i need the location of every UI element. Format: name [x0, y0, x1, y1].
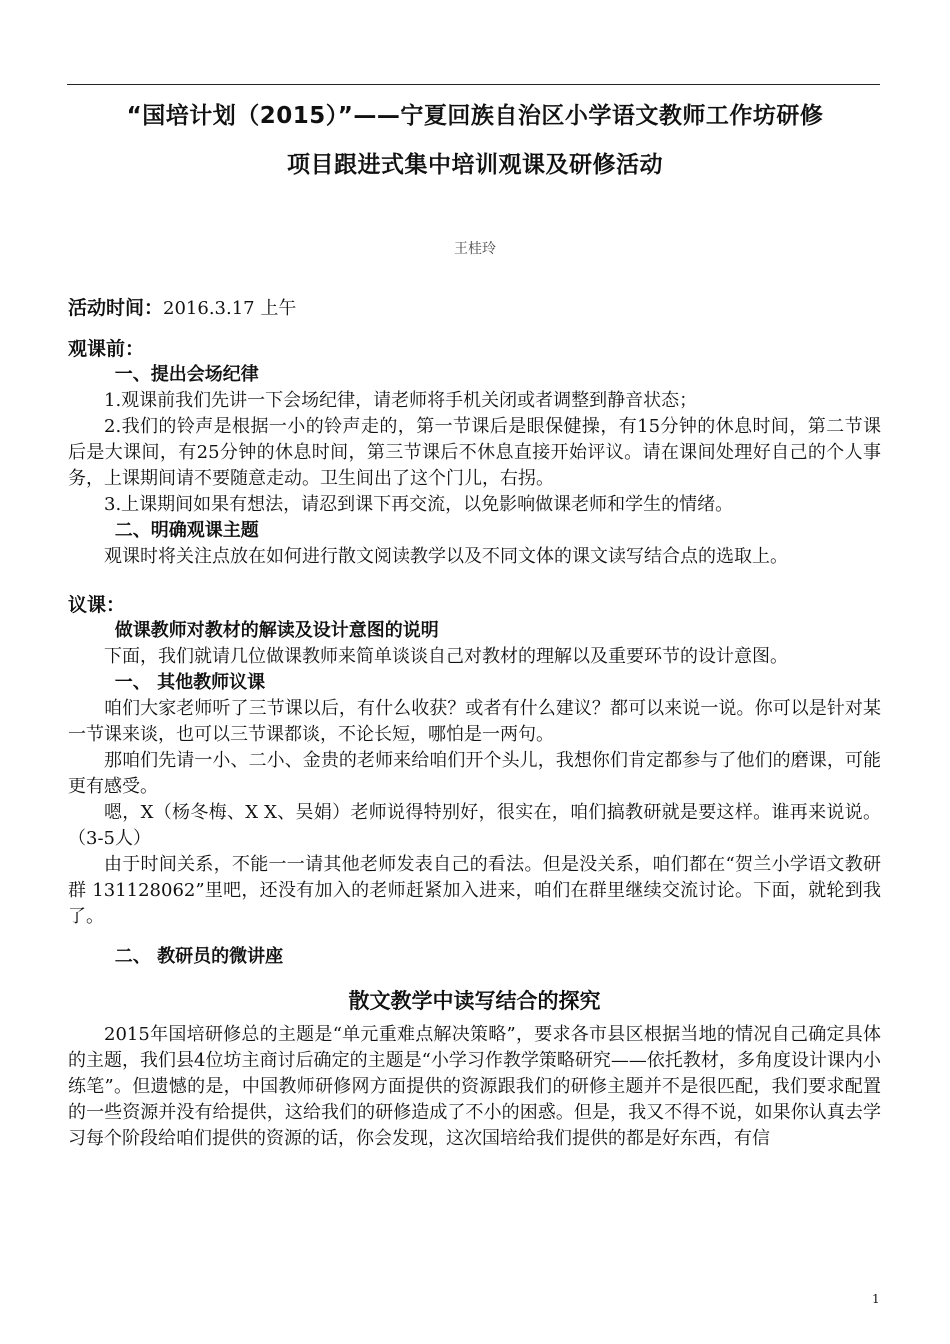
discuss-paragraph-4: 嗯，X（杨冬梅、X X、吴娟）老师说得特别好，很实在，咱们搞教研就是要这样。谁再来说说。（3-5人）: [68, 802, 881, 849]
page-number: 1: [872, 1292, 880, 1306]
observe-paragraph-3: 3.上课期间如果有想法，请忍到课下再交流，以免影响做课老师和学生的情绪。: [104, 494, 734, 515]
discuss-subheading-2: 二、 教研员的微讲座: [114, 946, 284, 967]
discuss-paragraph-3: 那咱们先请一小、二小、金贵的老师来给咱们开个头儿，我想你们肯定都参与了他们的磨课，可能更有感受。: [68, 750, 881, 797]
observe-paragraph-1: 1.观课前我们先讲一下会场纪律，请老师将手机关闭或者调整到静音状态；: [104, 390, 698, 411]
author-name: 王桂玲: [454, 241, 496, 257]
document-title-line2: 项目跟进式集中培训观课及研修活动: [287, 152, 663, 178]
header-rule: [67, 84, 880, 85]
activity-time-value: 2016.3.17 上午: [163, 298, 297, 319]
section-heading-observe: 观课前：: [68, 338, 145, 360]
discuss-subheading-1: 一、 其他教师议课: [114, 672, 266, 693]
document-body: [68, 295, 881, 1152]
discuss-paragraph-5: 由于时间关系，不能一一请其他老师发表自己的看法。但是没关系，咱们都在“贺兰小学语文教研群 131128062”里吧，还没有加入的老师赶紧加入进来，咱们在群里继续交流讨论。下面，就轮到我了。: [68, 854, 881, 927]
observe-paragraph-4: 观课时将关注点放在如何进行散文阅读教学以及不同文体的课文读写结合点的选取上。: [104, 546, 788, 567]
observe-subheading-1: 一、提出会场纪律: [114, 364, 259, 385]
observe-paragraph-2: 2.我们的铃声是根据一小的铃声走的，第一节课后是眼保健操，有15分钟的休息时间，第二节课后是大课间，有25分钟的休息时间，第三节课后不休息直接开始评议。请在课间处理好自己的个人事务，上课期间请不要随意走动。卫生间出了这个门儿，右拐。: [68, 416, 881, 489]
activity-time-line: [68, 295, 881, 322]
lecture-title: 散文教学中读写结合的探究: [348, 989, 601, 1013]
discuss-paragraph-2: 咱们大家老师听了三节课以后，有什么收获？或者有什么建议？都可以来说一说。你可以是针对某一节课来谈，也可以三节课都谈，不论长短，哪怕是一两句。: [68, 698, 881, 745]
section-heading-discuss: 议课：: [68, 594, 126, 616]
observe-subheading-2: 二、明确观课主题: [114, 520, 259, 541]
lecture-paragraph-1: 2015年国培研修总的主题是“单元重难点解决策略”，要求各市县区根据当地的情况自己确定具体的主题，我们县4位坊主商讨后确定的主题是“小学习作教学策略研究——依托教材，多角度设计课内小练笔”。但遗憾的是，中国教师研修网方面提供的资源跟我们的研修主题并不是很匹配，我们要求配置的一些资源并没有给提供，这给我们的研修造成了不小的困惑。但是，我又不得不说，如果你认真去学习每个阶段给咱们提供的资源的话，你会发现，这次国培给我们提供的都是好东西，有信: [68, 1024, 881, 1149]
activity-time-label: 活动时间：: [68, 297, 164, 319]
discuss-subheading-0: 做课教师对教材的解读及设计意图的说明: [114, 620, 439, 641]
discuss-paragraph-1: 下面，我们就请几位做课教师来简单谈谈自己对教材的理解以及重要环节的设计意图。: [104, 646, 788, 667]
document-title-line1: “国培计划（2015）”——宁夏回族自治区小学语文教师工作坊研修: [126, 103, 824, 129]
